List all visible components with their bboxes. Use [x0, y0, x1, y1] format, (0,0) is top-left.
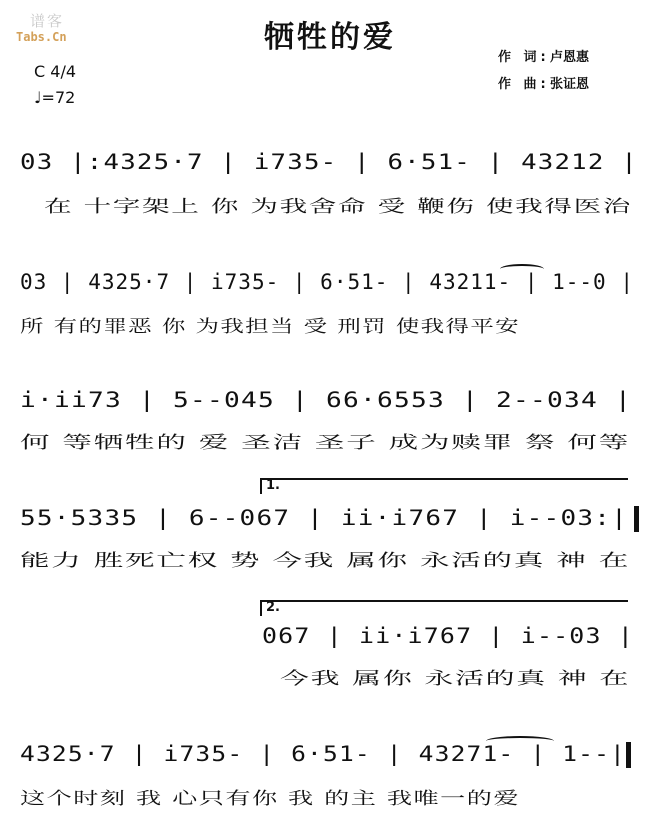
composer-credit	[498, 73, 589, 92]
tempo-marking: ♩=72	[34, 88, 76, 107]
notation-line-6: 4325·7 | i735- | 6·51- | 43271- | 1--|	[20, 742, 626, 766]
lyrics-line-5: 今我 属你 永活的真 神 在	[280, 669, 630, 689]
tie-mark	[486, 736, 554, 746]
lyrics-line-6: 这个时刻 我 心只有你 我 的主 我唯一的爱	[20, 789, 520, 809]
lyrics-line-2: 所 有的罪恶 你 为我担当 受 刑罚 使我得平安	[20, 317, 520, 337]
notation-line-5: 067 | ii·i767 | i--03 |	[262, 624, 634, 648]
lyricist-credit	[498, 46, 589, 65]
lyricist-name: 卢恩惠	[550, 50, 590, 65]
watermark-text: 谱客	[30, 12, 65, 30]
lyrics-line-4: 能力 胜死亡权 势 今我 属你 永活的真 神 在	[20, 551, 630, 571]
notation-line-2: 03 | 4325·7 | i735- | 6·51- | 43211- | 1--0 |	[20, 270, 634, 294]
final-thick-bar	[626, 742, 631, 768]
composer-label: 作 曲:	[498, 77, 550, 92]
key-signature: C 4/4	[34, 62, 77, 81]
lyrics-line-1: 在 十字架上 你 为我舍命 受 鞭伤 使我得医治	[44, 197, 632, 217]
tie-mark	[500, 264, 544, 274]
song-title: 牺牲的爱	[264, 20, 396, 55]
volta-1-label: 1.	[266, 478, 280, 493]
notation-line-1: 03 |:4325·7 | i735- | 6·51- | 43212 |	[20, 150, 638, 174]
volta-2-label: 2.	[266, 600, 280, 615]
notation-line-3: i·ii73 | 5--045 | 66·6553 | 2--034 |	[20, 388, 632, 412]
composer-name: 张证恩	[550, 77, 590, 92]
repeat-end-thick-bar	[634, 506, 639, 532]
watermark-site: Tabs.Cn	[16, 30, 67, 44]
volta-2-bracket	[260, 600, 628, 616]
lyricist-label: 作 词:	[498, 50, 550, 65]
lyrics-line-3: 何 等牺牲的 爱 圣洁 圣子 成为赎罪 祭 何等	[20, 433, 630, 453]
notation-line-4: 55·5335 | 6--067 | ii·i767 | i--03:|	[20, 506, 628, 530]
volta-1-bracket	[260, 478, 628, 494]
